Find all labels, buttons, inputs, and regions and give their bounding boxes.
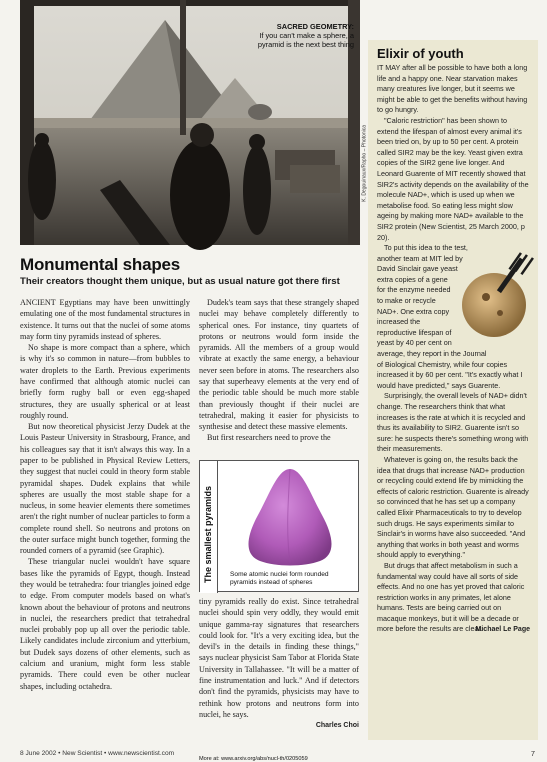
article-paragraph: But first researchers need to prove the	[207, 433, 331, 443]
tetrahedral-nucleus-icon	[240, 463, 340, 567]
sidebar-title: Elixir of youth	[377, 46, 464, 61]
article-standfirst: Their creators thought them unique, but as usual nature got there first	[20, 276, 340, 287]
article-paragraph: tiny pyramids really do exist. Since tetrahedral nuclei should spin very oddly, they would emit unique gamma-ray signatures that researchers could look for. "It's a very exciting idea, but the devil's in the details in finding these things," says nuclear physicist Sam Tabor at Florida State University in Tallahassee. "It will be a matter of fine instrumentation and luck." And if detectors don't find the pyramids, physicists may have to rethink how protons and neutrons form into nuclei, he says.	[199, 597, 359, 719]
photo-caption-title: SACRED GEOMETRY:	[276, 22, 354, 31]
article-headline: Monumental shapes	[20, 255, 181, 274]
graphic-label: The smallest pyramids	[203, 485, 213, 583]
article-paragraph: Dudek's team says that these strangely shaped nuclei may behave completely differently to spherical ones. For instance, tiny quartets of protons or neutrons would form inside the pyramids. All the members of a group would vibrate at exactly the same energy, a behaviour never seen before in atoms. The researchers also say that superheavy elements at the very end of the periodic table should be much more stable than previously thought if their nuclei are tetrahedral, making it easier for physicists to synthesise and detect these massive elements.	[199, 298, 359, 432]
photo-credit: K. Degouinaux/Rapho – Photonica	[362, 125, 368, 202]
sidebar-paragraph: IT MAY after all be possible to have both a long life and a happy one. Near starvation makes many creatures live longer, but it seems we might be able to get the benefits without having to go hungry.	[377, 63, 528, 115]
graphic-caption: Some atomic nuclei form rounded pyramids instead of spheres	[230, 571, 329, 586]
article-column-1	[20, 297, 190, 747]
article-paragraph: These triangular nuclei wouldn't have square bases like the pyramids of Egypt, though. Instead they would be tetrahedra: four triangles joined edge to edge. From computer models based on what's known about the behaviour of protons and neutrons in nuclei, the researchers predict that tetrahedral nuclei probably pop up all over the periodic table. Likely candidates include zirconium and ytterbium, but Dudek says dozens of other elements, such as calcium and uranium, might form less stable pyramids. There could even be other nuclear shapes, including octahedra.	[20, 557, 190, 691]
sidebar-paragraph: To put this idea to the test, another team at MIT led by David Sinclair gave yeast extra copies of a gene for the enzyme needed to make or recycle NAD+. One extra copy increased the reproductive lifespan of yeast by 40 per cent on average, they report in the Journal of Biological Chemistry, while four copies increased it by 60 per cent. "It's exactly what I would have predicted," says Guarente.	[377, 243, 523, 390]
more-info-link[interactable]: More at: www.arxiv.org/abs/nucl-th/0205059	[199, 756, 308, 762]
pyramid-photo	[20, 0, 368, 245]
graphic-smallest-pyramids	[199, 460, 359, 592]
article-column-2	[199, 297, 359, 457]
article-byline: Charles Choi	[315, 722, 359, 730]
article-column-2-continued	[199, 596, 359, 756]
article-paragraph: No shape is more compact than a sphere, which is why it's so common in nature—from bubbles to water droplets to the Earth. Previous experiments have confirmed that although atomic nuclei can briefly form rugby ball or even egg-shaped structures, they are usually spherical or at least roughly round.	[20, 343, 190, 420]
article-paragraph: But now theoretical physicist Jerzy Dudek at the Louis Pasteur University in Strasbourg, France, and his colleagues say that it isn't always this way. In a paper to be published in Physical Review Letters, they suggest that nuclei could in theory form stable pyramidal shapes. Dudek explains that while spheres are usually the most stable shape for a nucleus, in some heavier elements there sometimes aren't the right number of nuclear particles to form a complete round shell. So neutrons and protons on the outer surface might bunch together, forming the rounded corners of a pyramid (see Graphic).	[20, 422, 190, 556]
sidebar-paragraph: Surprisingly, the overall levels of NAD+ didn't change. The researchers think that what increases is the rate at which it is recycled and thus its availability to SIR2. Guarente isn't so sure: he suspects there's something wrong with their measurements.	[377, 391, 529, 454]
page-number: 7	[530, 749, 535, 758]
photo-caption-body: If you can't make a sphere, a pyramid is the next best thing	[257, 31, 354, 49]
elixir-sidebar	[368, 40, 538, 740]
sidebar-paragraph: But drugs that affect metabolism in such a fundamental way could have all sorts of side effects. And no one has yet proved that caloric restriction works in any primates, let alone humans. Tests are being carried out on macaque monkeys, but it will be a decade or more before the results are clear.	[377, 560, 525, 634]
page-footer: 8 June 2002 • New Scientist • www.newscientist.com	[20, 750, 175, 757]
sidebar-body	[377, 63, 530, 636]
graphic-label-strip	[200, 461, 218, 593]
photo-caption	[250, 22, 354, 49]
yeast-fork-illustration-icon	[460, 247, 538, 347]
sidebar-paragraph: Whatever is going on, the results back the idea that drugs that increase NAD+ production or recycling could extend life by mimicking the effects of caloric restriction. Guarente is already so convinced that he has set up a company called Elixir Pharmaceuticals to try to develop such drugs. He says experiments similar to Sinclair's in worms have also succeeded. "And anything that works in both yeast and worms should apply to everything."	[377, 454, 529, 560]
article-paragraph: ANCIENT Egyptians may have been unwittingly emulating one of the most fundamental structures in existence. It turns out that the nuclei of some atoms may form tiny pyramids instead of spheres.	[20, 298, 190, 341]
sidebar-paragraph: "Caloric restriction" has been shown to extend the lifespan of almost every animal it's been tried on, by up to 50 per cent. A protein called SIR2 may be the key. Yeast given extra copies of the SIR2 gene live longer. And Leonard Guarente of MIT recently showed that SIR2's activity depends on the availability of the molecule NAD+, which is used up when we metabolise food. So eating less might slow ageing by making more NAD+ available to the SIR2 protein (New Scientist, 25 March 2000, p 20).	[377, 115, 529, 242]
sidebar-byline: Michael Le Page	[475, 626, 530, 634]
